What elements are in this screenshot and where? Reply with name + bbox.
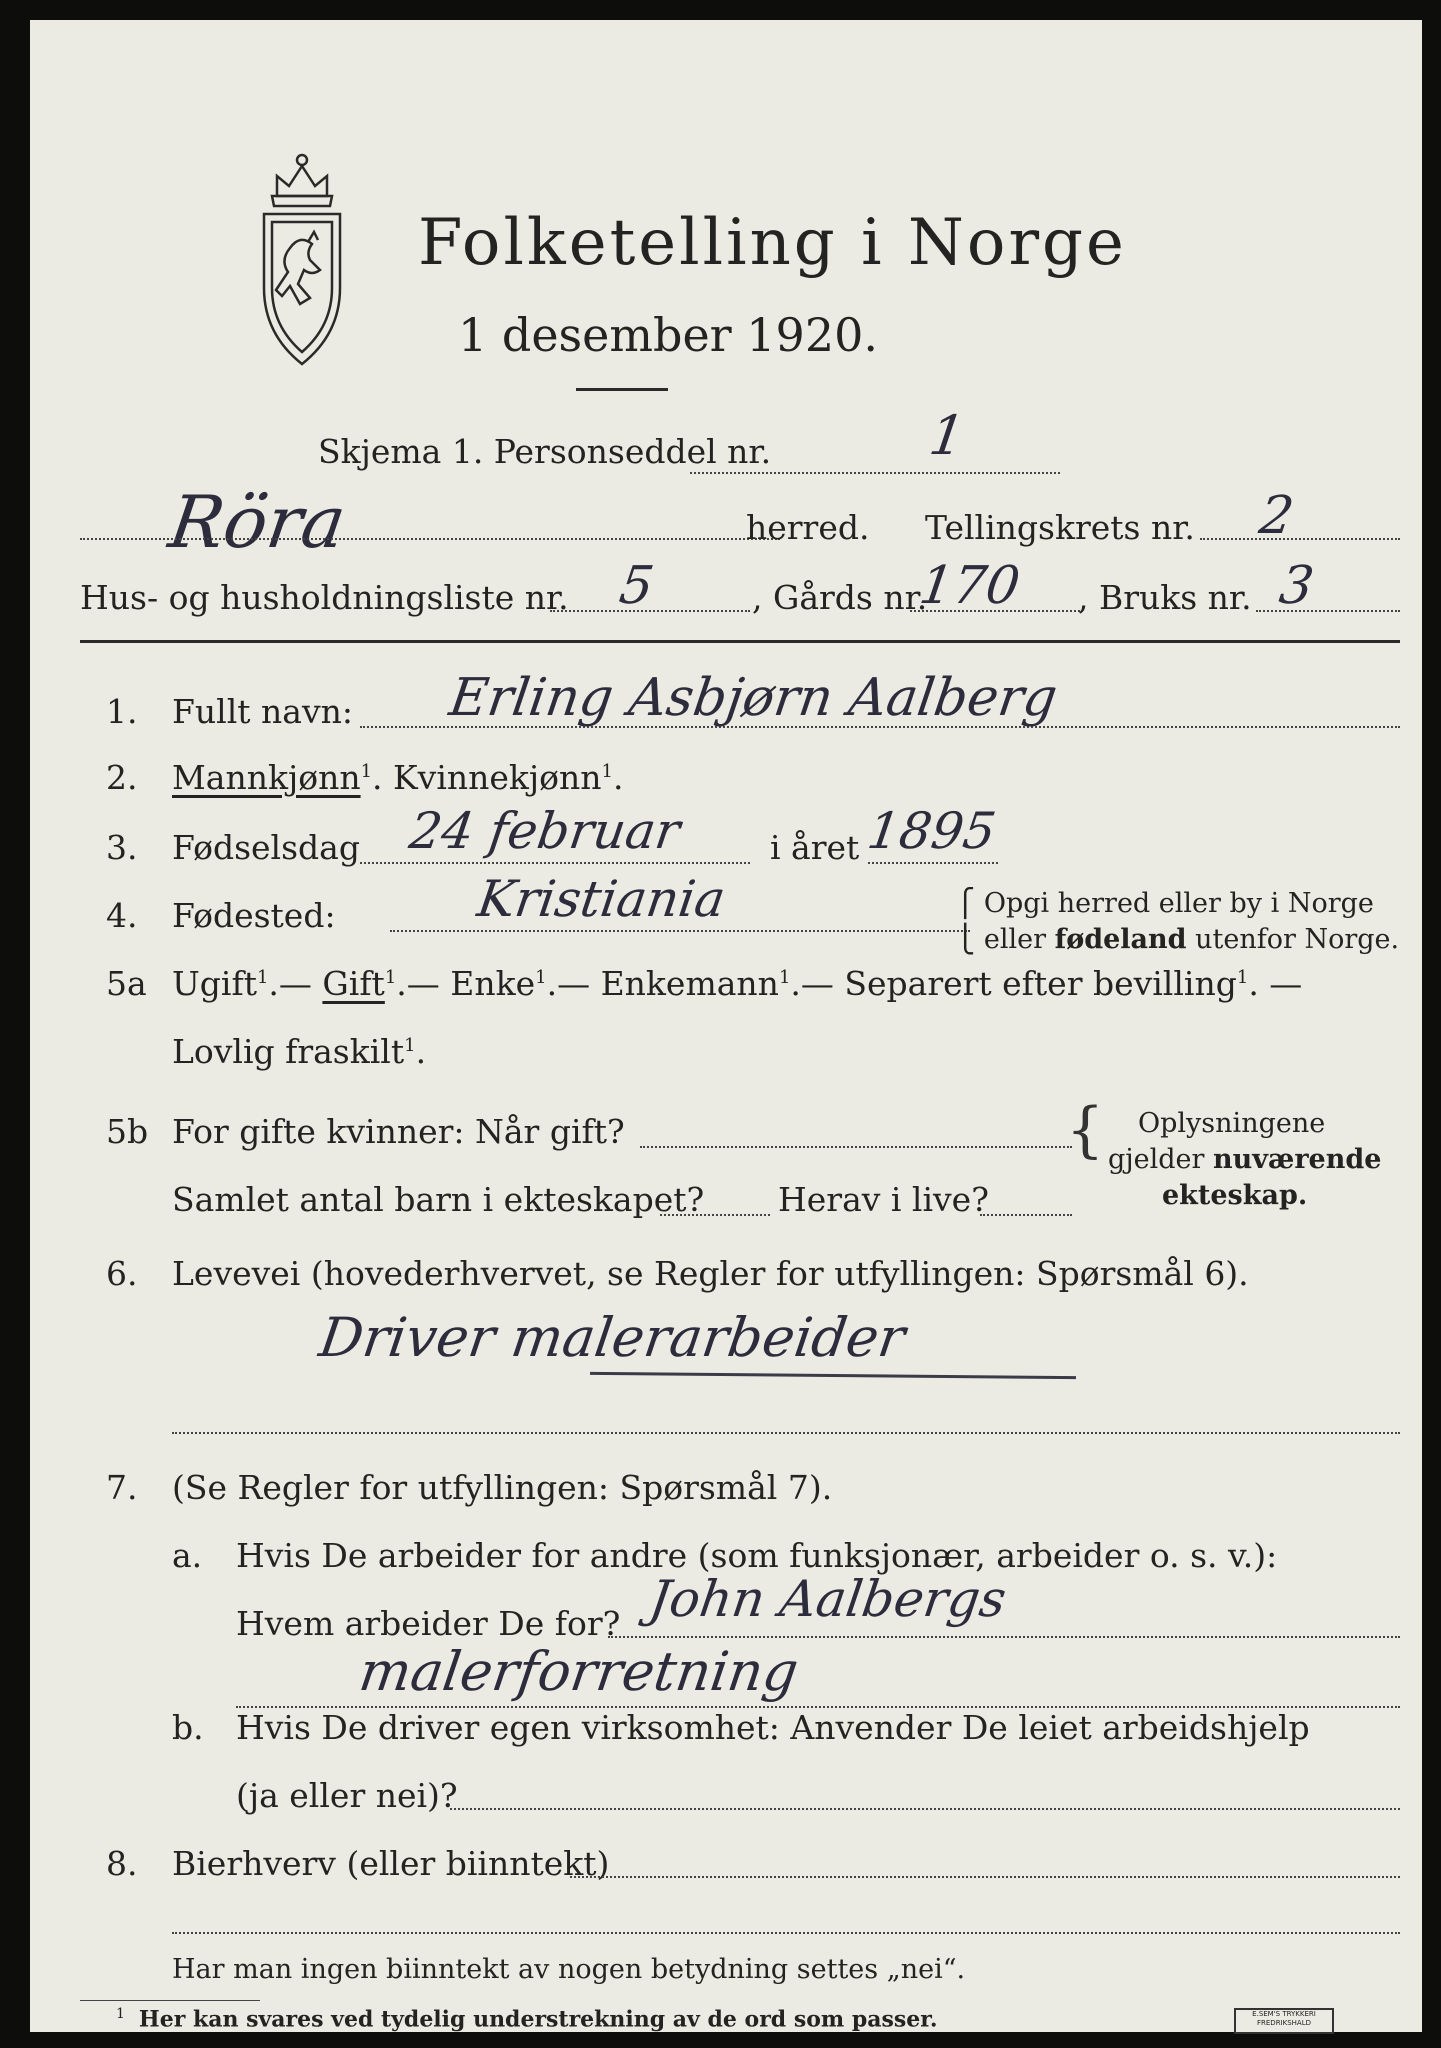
tellingskrets-line <box>1200 538 1400 540</box>
q4-number: 4. <box>106 896 138 935</box>
q8-number: 8. <box>106 1844 138 1883</box>
q3-number: 3. <box>106 828 138 867</box>
gards-value: 170 <box>915 556 1024 616</box>
gards-label: , Gårds nr. <box>752 578 928 617</box>
q7a-number: a. <box>172 1536 203 1575</box>
household-list-label: Hus- og husholdningsliste nr. <box>80 578 569 617</box>
birthplace-value: Kristiania <box>473 870 729 928</box>
q1-number: 1. <box>106 692 138 731</box>
full-name-value: Erling Asbjørn Aalberg <box>445 668 1061 728</box>
personseddel-value: 1 <box>925 404 969 467</box>
herred-value: Röra <box>164 480 351 564</box>
birth-year-value: 1895 <box>863 802 1000 860</box>
page-title: Folketelling i Norge <box>418 206 1127 280</box>
header-rule <box>80 640 1400 643</box>
q5b-married-line <box>640 1146 1072 1148</box>
title-divider <box>576 388 668 391</box>
q3-line <box>360 862 750 864</box>
employer-business-value: malerforretning <box>355 1640 803 1703</box>
occupation-underline <box>590 1372 1076 1379</box>
q7-number: 7. <box>106 1468 138 1507</box>
q5b-alive-line <box>980 1214 1072 1216</box>
herred-line <box>80 538 780 540</box>
q5b-children-label: Samlet antal barn i ekteskapet? <box>172 1180 705 1219</box>
skjema-label: Skjema 1. Personseddel nr. <box>318 432 772 471</box>
married-option: Gift <box>322 964 385 1003</box>
q3-label: Fødselsdag <box>172 828 360 867</box>
employer-value: John Aalbergs <box>645 1570 1010 1628</box>
footnote-rule <box>80 2000 260 2001</box>
q8-label: Bierhverv (eller biinntekt) <box>172 1844 610 1883</box>
q4-note-line2: ⎩ eller fødeland utenfor Norge. <box>955 924 1400 955</box>
q7b-label: Hvis De driver egen virksomhet: Anvender De leiet arbeidshjelp <box>236 1708 1310 1747</box>
q8-line2 <box>172 1932 1400 1934</box>
q6-number: 6. <box>106 1254 138 1293</box>
q5b-note-line1: Oplysningene <box>1138 1108 1326 1139</box>
q4-line <box>390 930 970 932</box>
census-form <box>30 20 1422 2032</box>
q7a-question: Hvem arbeider De for? <box>236 1604 621 1643</box>
q7a-line1 <box>608 1636 1400 1638</box>
q7a-label: Hvis De arbeider for andre (som funksjonær, arbeider o. s. v.): <box>236 1536 1278 1575</box>
q2-number: 2. <box>106 758 138 797</box>
census-date: 1 desember 1920. <box>458 308 878 362</box>
household-value: 5 <box>615 556 658 616</box>
q5b-brace: { <box>1066 1095 1105 1165</box>
printer-stamp: E.SEM'S TRYKKERI FREDRIKSHALD <box>1234 2008 1334 2034</box>
q3-year-label: i året <box>770 828 860 867</box>
q1-label: Fullt navn: <box>172 692 353 731</box>
bruks-label: , Bruks nr. <box>1078 578 1252 617</box>
personseddel-line <box>690 472 1060 474</box>
q4-note-line1: ⎧ Opgi herred eller by i Norge <box>955 888 1374 919</box>
female-option: Kvinnekjønn <box>393 758 602 797</box>
q7b-number: b. <box>172 1708 204 1747</box>
q5b-label: For gifte kvinner: Når gift? <box>172 1112 625 1151</box>
q7b-line <box>450 1808 1400 1810</box>
household-line <box>550 610 750 612</box>
q5b-note-line2: gjelder nuværende <box>1108 1144 1382 1175</box>
birthday-value: 24 februar <box>405 802 684 860</box>
q8-line <box>570 1876 1400 1878</box>
q7b-question: (ja eller nei)? <box>236 1776 458 1815</box>
q5b-alive-label: Herav i live? <box>778 1180 989 1219</box>
q5b-note-line3: ekteskap. <box>1162 1180 1308 1211</box>
q5b-children-line <box>660 1214 770 1216</box>
q5a-options: Ugift$^1$.— Gift$^1$.— Enke$^1$.— Enkemann$^1$.— Separert efter bevilling$^1$. — <box>172 964 1303 1003</box>
occupation-value: Driver malerarbeider <box>315 1306 909 1369</box>
q4-label: Fødested: <box>172 896 336 935</box>
q7-label: (Se Regler for utfyllingen: Spørsmål 7). <box>172 1468 833 1507</box>
footnote: $^1$ Her kan svares ved tydelig understrekning av de ord som passer. <box>116 2006 938 2033</box>
herred-label: herred. <box>746 508 870 547</box>
male-option: Mannkjønn <box>172 758 361 797</box>
bruks-value: 3 <box>1275 556 1318 616</box>
tellingskrets-label: Tellingskrets nr. <box>925 508 1195 547</box>
q5a-number: 5a <box>106 964 147 1003</box>
q5a-line2: Lovlig fraskilt$^1$. <box>172 1032 427 1071</box>
tellingskrets-value: 2 <box>1255 486 1298 546</box>
q2-options: Mannkjønn$^1$. Kvinnekjønn$^1$. <box>172 758 624 797</box>
q6-label: Levevei (hovederhvervet, se Regler for utfyllingen: Spørsmål 6). <box>172 1254 1249 1293</box>
q6-line2 <box>172 1432 1400 1434</box>
q3-year-line <box>868 862 998 864</box>
norwegian-coat-of-arms-icon <box>242 138 362 378</box>
footer-note: Har man ingen biinntekt av nogen betydning settes „nei“. <box>172 1954 966 1985</box>
q5b-number: 5b <box>106 1112 149 1151</box>
